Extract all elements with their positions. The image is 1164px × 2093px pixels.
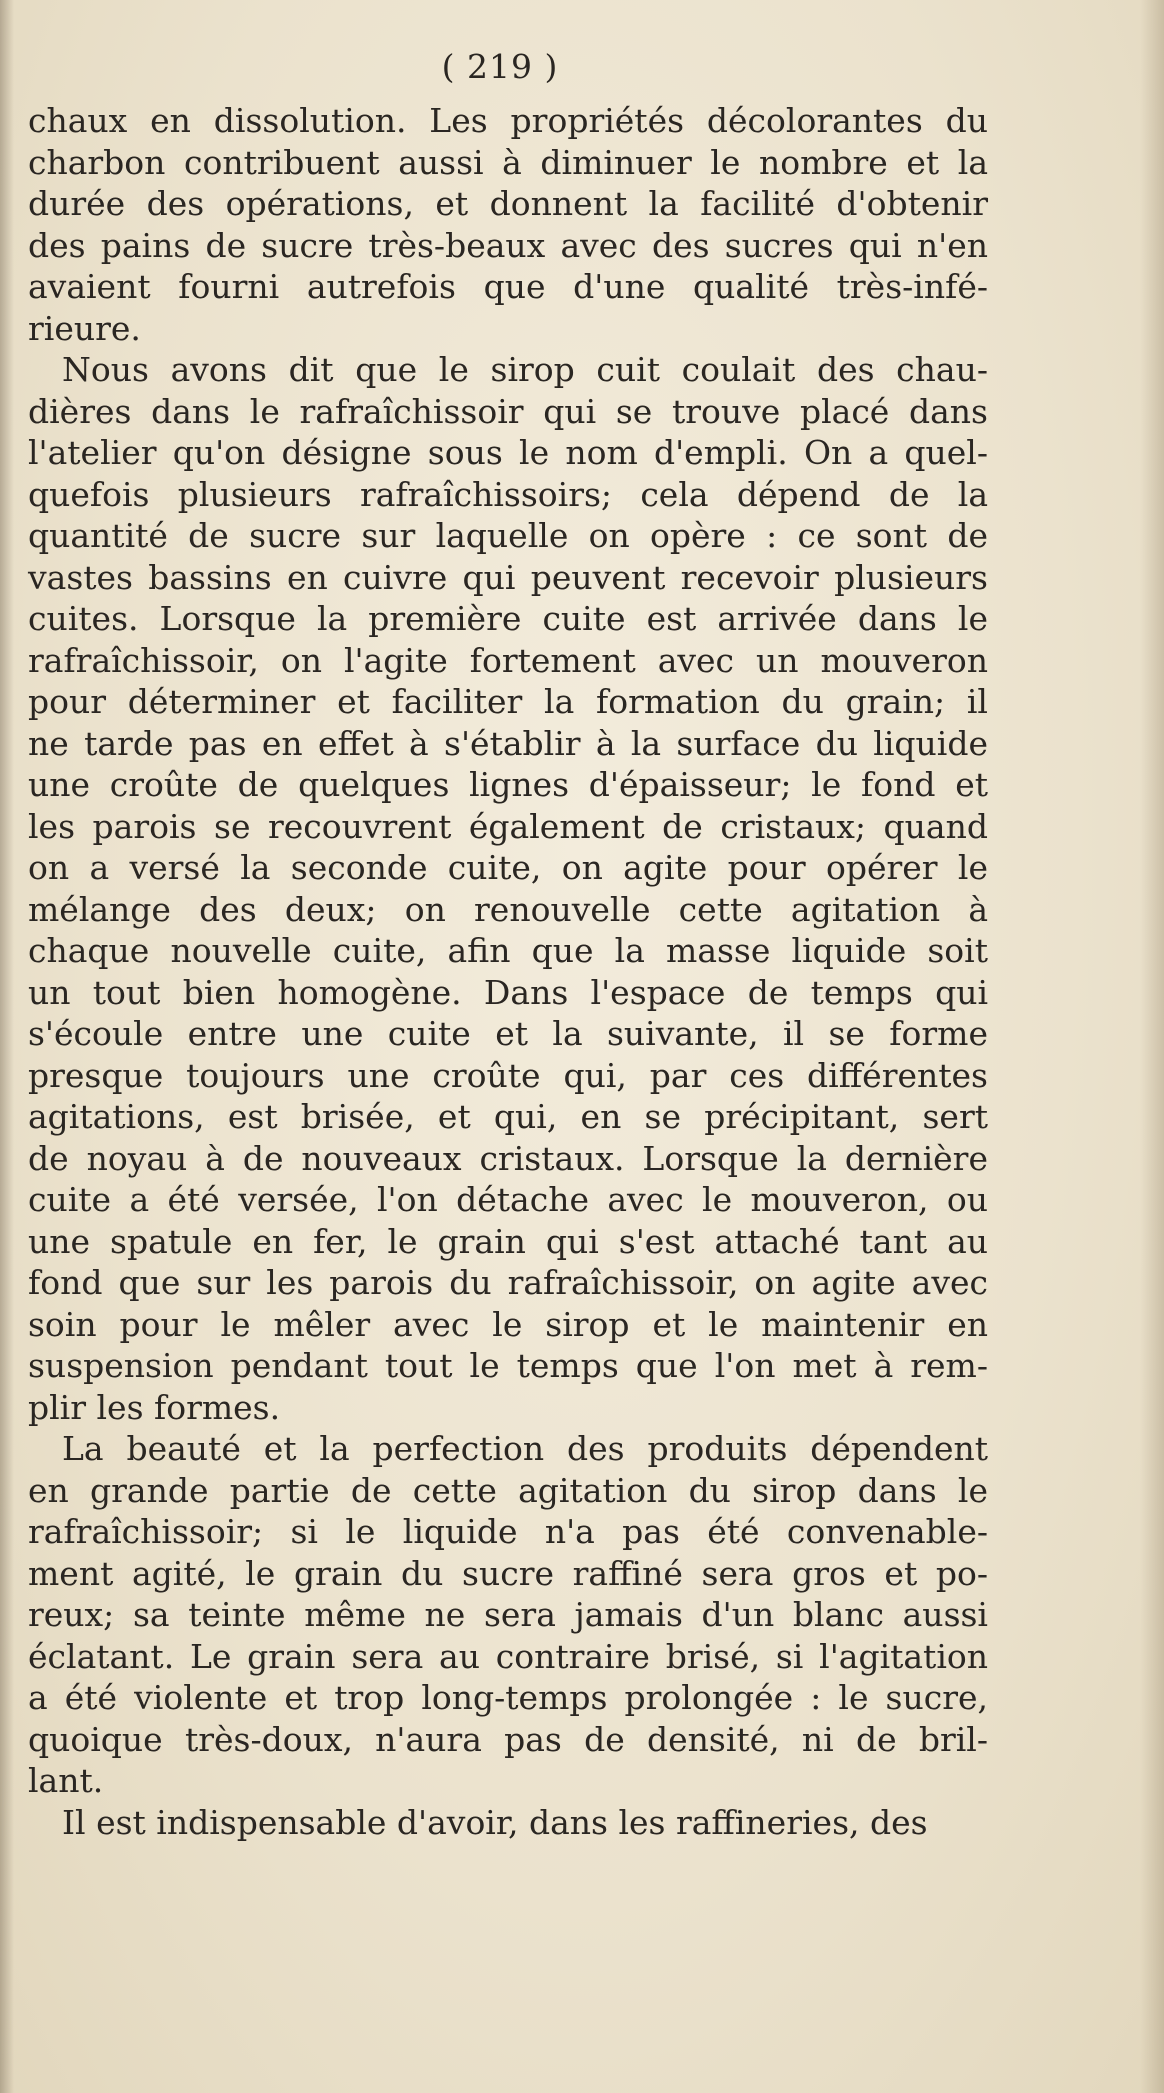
paragraph [28, 349, 988, 1428]
text-line: de noyau à de nouveaux cristaux. Lorsque la dernière [28, 1138, 988, 1178]
text-line: quoique très-doux, n'aura pas de densité, ni de bril- [28, 1719, 988, 1759]
paragraph [28, 100, 988, 349]
text-line: suspension pendant tout le temps que l'on met à rem- [28, 1346, 988, 1385]
text-line: rieure. [28, 308, 141, 348]
text-line: reux; sa teinte même ne sera jamais d'un blanc aussi [28, 1595, 988, 1634]
text-line: avaient fourni autrefois que d'une qualité très-infé- [28, 267, 988, 306]
text-line: charbon contribuent aussi à diminuer le nombre et la [28, 142, 988, 182]
text-line: cuite a été versée, l'on détache avec le mouveron, ou [28, 1180, 988, 1219]
text-line: une spatule en fer, le grain qui s'est attaché tant au [28, 1221, 988, 1261]
text-line: durée des opérations, et donnent la facilité d'obtenir [28, 184, 988, 223]
page-number: ( 219 ) [441, 47, 559, 86]
text-line: chaque nouvelle cuite, afin que la masse liquide soit [28, 931, 988, 970]
text-line: quantité de sucre sur laquelle on opère : ce sont de [28, 516, 988, 555]
text-line: s'écoule entre une cuite et la suivante, il se forme [28, 1014, 988, 1053]
text-line: éclatant. Le grain sera au contraire brisé, si l'agitation [28, 1636, 988, 1676]
text-line: ment agité, le grain du sucre raffiné sera gros et po- [28, 1553, 988, 1593]
text-line: on a versé la seconde cuite, on agite pour opérer le [28, 848, 988, 887]
text-line: agitations, est brisée, et qui, en se précipitant, sert [28, 1097, 988, 1136]
text-line: soin pour le mêler avec le sirop et le maintenir en [28, 1304, 988, 1344]
text-line: pour déterminer et faciliter la formation du grain; il [28, 682, 988, 721]
body-text [28, 100, 988, 1843]
text-line: dières dans le rafraîchissoir qui se trouve placé dans [28, 391, 988, 431]
text-line: presque toujours une croûte qui, par ces différentes [28, 1055, 988, 1095]
text-line: mélange des deux; on renouvelle cette agitation à [28, 889, 988, 929]
text-line: les parois se recouvrent également de cristaux; quand [28, 806, 988, 846]
text-line: cuites. Lorsque la première cuite est arrivée dans le [28, 599, 988, 638]
text-line: des pains de sucre très-beaux avec des sucres qui n'en [28, 225, 988, 265]
text-line: rafraîchissoir, on l'agite fortement avec un mouveron [28, 640, 988, 680]
text-line: en grande partie de cette agitation du sirop dans le [28, 1470, 988, 1510]
text-line: l'atelier qu'on désigne sous le nom d'empli. On a quel- [28, 433, 988, 472]
page-edge-shadow [1140, 0, 1164, 2093]
gutter-shadow [0, 0, 14, 2093]
paragraph [28, 1802, 988, 1844]
text-line: a été violente et trop long-temps prolongée : le sucre, [28, 1678, 988, 1717]
text-line: un tout bien homogène. Dans l'espace de temps qui [28, 972, 988, 1012]
text-line: vastes bassins en cuivre qui peuvent recevoir plusieurs [28, 557, 988, 597]
text-line: plir les formes. [28, 1387, 281, 1427]
text-line: Il est indispensable d'avoir, dans les raffineries, des [62, 1802, 928, 1842]
paragraph [28, 1428, 988, 1802]
text-line: quefois plusieurs rafraîchissoirs; cela dépend de la [28, 474, 988, 514]
text-line: La beauté et la perfection des produits dépendent [62, 1429, 988, 1468]
text-line: ne tarde pas en effet à s'établir à la surface du liquide [28, 723, 988, 763]
text-line: une croûte de quelques lignes d'épaisseur; le fond et [28, 765, 988, 804]
text-line: lant. [28, 1761, 104, 1800]
text-line: chaux en dissolution. Les propriétés décolorantes du [28, 101, 988, 140]
text-line: Nous avons dit que le sirop cuit coulait des chau- [62, 350, 988, 389]
text-line: fond que sur les parois du rafraîchissoir, on agite avec [28, 1263, 988, 1302]
text-line: rafraîchissoir; si le liquide n'a pas été convenable- [28, 1512, 988, 1551]
